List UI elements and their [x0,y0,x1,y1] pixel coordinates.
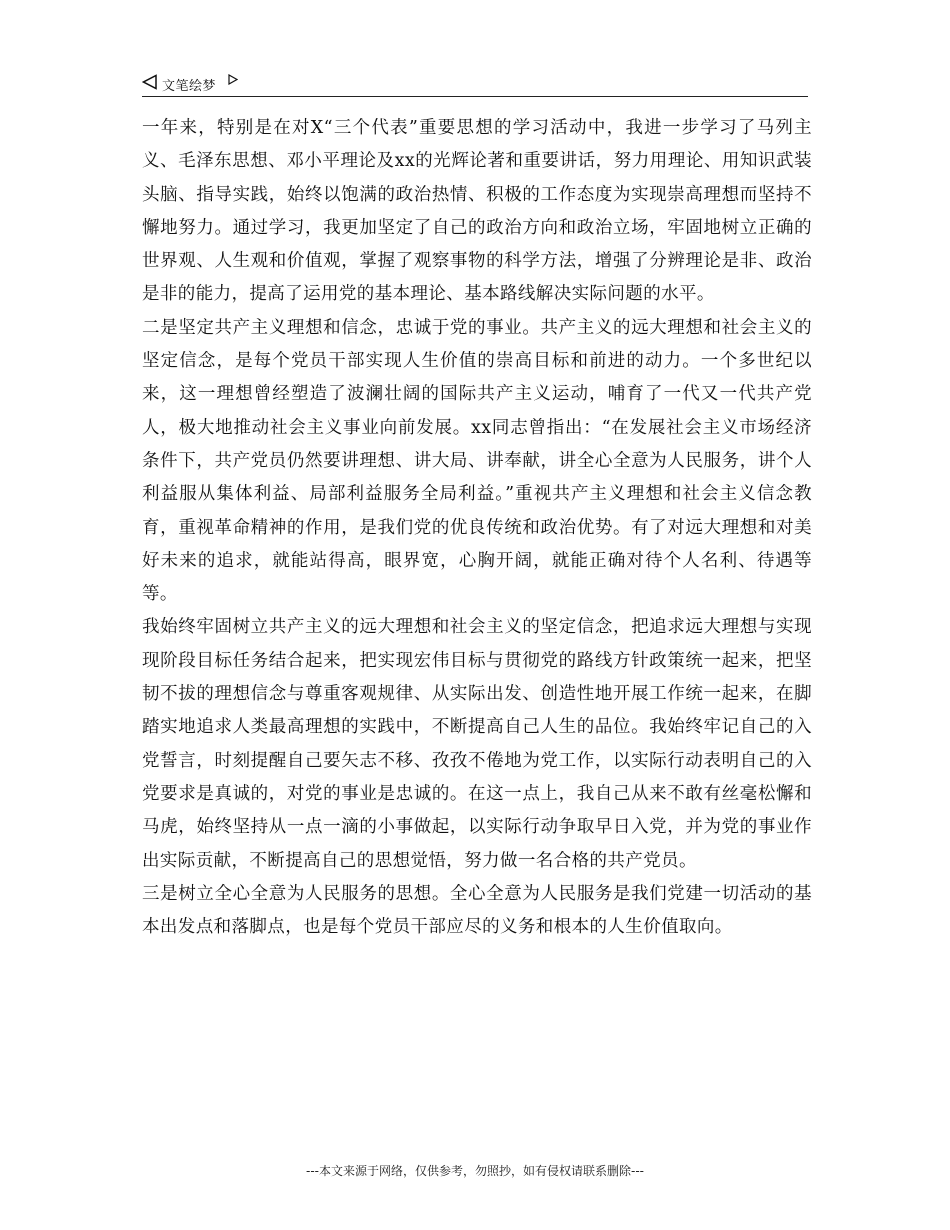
paragraph-1: 一年来，特别是在对X“三个代表”重要思想的学习活动中，我进一步学习了马列主义、毛泽东思想、邓小平理论及xx的光辉论著和重要讲话，努力用理论、用知识武装头脑、指导实践，始终以饱满的政治热情、积极的工作态度为实现崇高理想而坚持不懈地努力。通过学习，我更加坚定了自己的政治方向和政治立场，牢固地树立正确的世界观、人生观和价值观，掌握了观察事物的科学方法，增强了分辨理论是非、政治是非的能力，提高了运用党的基本理论、基本路线解决实际问题的水平。 [142,118,812,305]
triangle-left-outline-icon [142,74,158,90]
header-title: 文笔绘梦 [162,79,217,94]
triangle-right-outline-icon [228,74,238,85]
document-body [142,112,812,944]
paragraph-4: 三是树立全心全意为人民服务的思想。全心全意为人民服务是我们党建一切活动的基本出发点和落脚点，也是每个党员干部应尽的义务和根本的人生价值取向。 [142,883,812,938]
page-header [142,72,808,97]
footer-disclaimer: ---本文来源于网络，仅供参考，勿照抄，如有侵权请联系删除--- [306,1164,644,1178]
paragraph-2: 二是坚定共产主义理想和信念，忠诚于党的事业。共产主义的远大理想和社会主义的坚定信念，是每个党员干部实现人生价值的崇高目标和前进的动力。一个多世纪以来，这一理想曾经塑造了波澜壮阔的国际共产主义运动，哺育了一代又一代共产党人，极大地推动社会主义事业向前发展。xx同志曾指出：“在发展社会主义市场经济条件下，共产党员仍然要讲理想、讲大局、讲奉献，讲全心全意为人民服务，讲个人利益服从集体利益、局部利益服务全局利益。”重视共产主义理想和社会主义信念教育，重视革命精神的作用，是我们党的优良传统和政治优势。有了对远大理想和对美好未来的追求，就能站得高，眼界宽，心胸开阔，就能正确对待个人名利、待遇等等。 [142,317,812,605]
paragraph-3: 我始终牢固树立共产主义的远大理想和社会主义的坚定信念，把追求远大理想与实现现阶段目标任务结合起来，把实现宏伟目标与贯彻党的路线方针政策统一起来，把坚韧不拔的理想信念与尊重客观规律、从实际出发、创造性地开展工作统一起来，在脚踏实地追求人类最高理想的实践中，不断提高自己人生的品位。我始终牢记自己的入党誓言，时刻提醒自己要矢志不移、孜孜不倦地为党工作，以实际行动表明自己的入党要求是真诚的，对党的事业是忠诚的。在这一点上，我自己从来不敢有丝毫松懈和马虎，始终坚持从一点一滴的小事做起，以实际行动争取早日入党，并为党的事业作出实际贡献，不断提高自己的思想觉悟，努力做一名合格的共产党员。 [142,617,812,871]
